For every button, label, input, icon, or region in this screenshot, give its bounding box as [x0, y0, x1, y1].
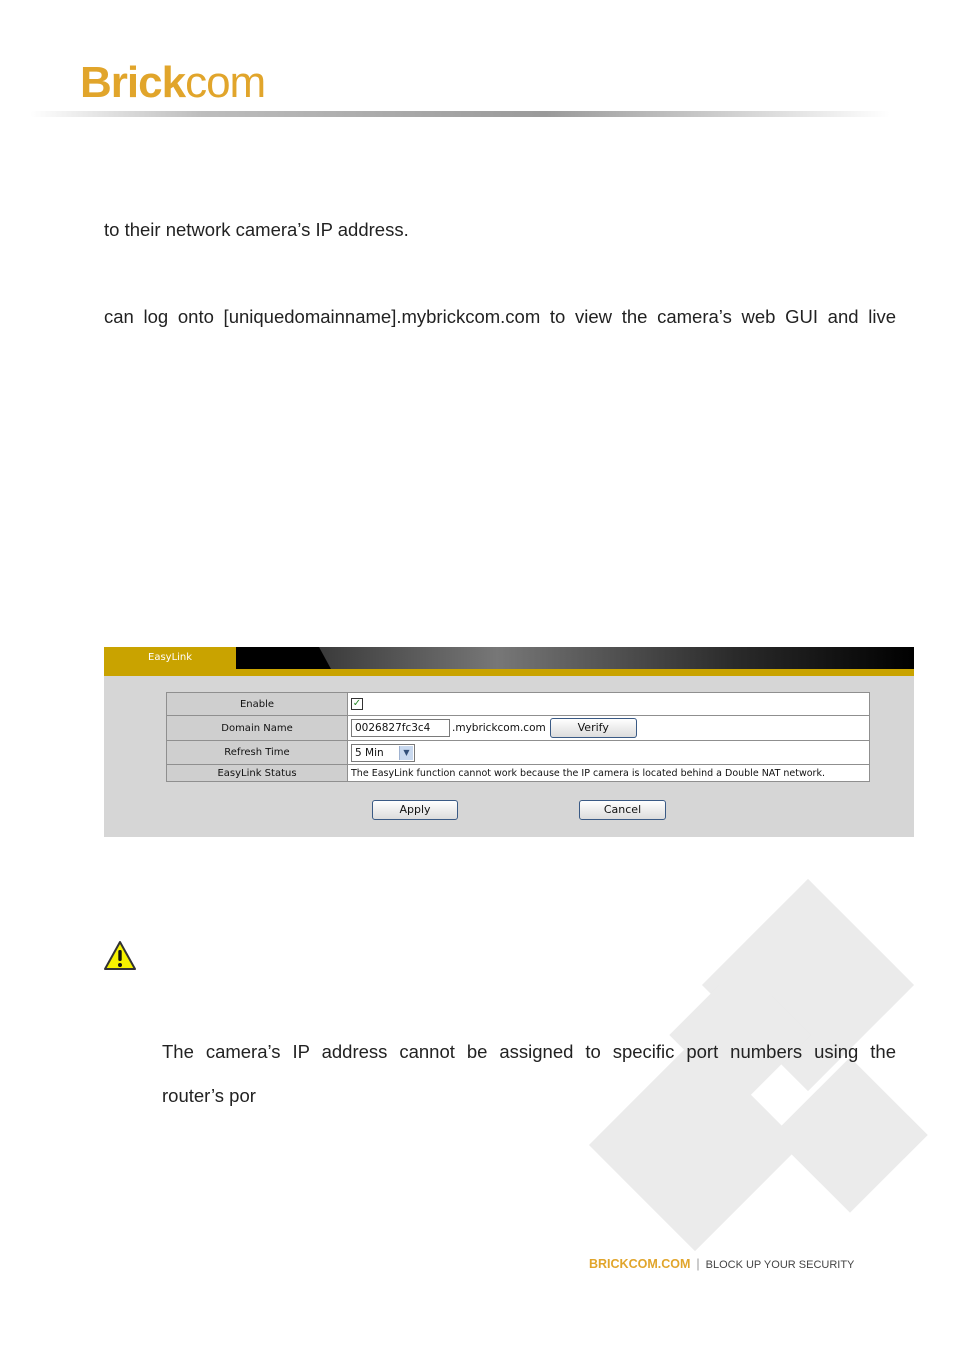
domain-name-input[interactable]: 0026827fc3c4 [351, 719, 450, 737]
footer-site: BRICKCOM.COM [589, 1257, 691, 1271]
body-text-line: to their network camera’s IP address. [104, 219, 409, 240]
watermark-shape [772, 1057, 928, 1213]
chevron-down-icon: ▼ [399, 746, 413, 760]
warning-icon [103, 940, 137, 972]
apply-button[interactable]: Apply [372, 800, 458, 820]
note-text-line: The camera’s IP address cannot be assigned to specific port numbers using the [162, 1041, 896, 1062]
note-text-line: router’s por [162, 1085, 256, 1106]
enable-checkbox[interactable]: ✓ [352, 698, 362, 709]
footer-separator: | [696, 1257, 700, 1271]
domain-suffix: .mybrickcom.com [452, 722, 546, 734]
panel-header-decoration [319, 647, 914, 669]
tab-easylink[interactable]: EasyLink [104, 647, 236, 669]
body-text-line: can log onto [uniquedomainname].mybrickcom.com to view the camera’s web GUI and live [104, 306, 896, 327]
brickcom-logo: Brickcom [80, 58, 266, 107]
panel-header [104, 647, 914, 669]
refresh-time-value: 5 Min [355, 746, 384, 759]
easylink-status-value: The EasyLink function cannot work because the IP camera is located behind a Double NAT network. [351, 767, 825, 779]
domain-name-label: Domain Name [167, 716, 348, 741]
easylink-status-label: EasyLink Status [167, 765, 348, 782]
header-rule [30, 111, 890, 117]
refresh-time-label: Refresh Time [167, 741, 348, 765]
cancel-button[interactable]: Cancel [579, 800, 666, 820]
verify-button[interactable]: Verify [550, 718, 637, 738]
refresh-time-select[interactable] [351, 744, 415, 762]
footer [589, 1257, 854, 1271]
panel-accent-bar [104, 669, 914, 676]
enable-label: Enable [167, 693, 348, 716]
footer-slogan: BLOCK UP YOUR SECURITY [705, 1259, 855, 1271]
easylink-settings-table [166, 692, 870, 782]
easylink-panel [104, 647, 914, 837]
